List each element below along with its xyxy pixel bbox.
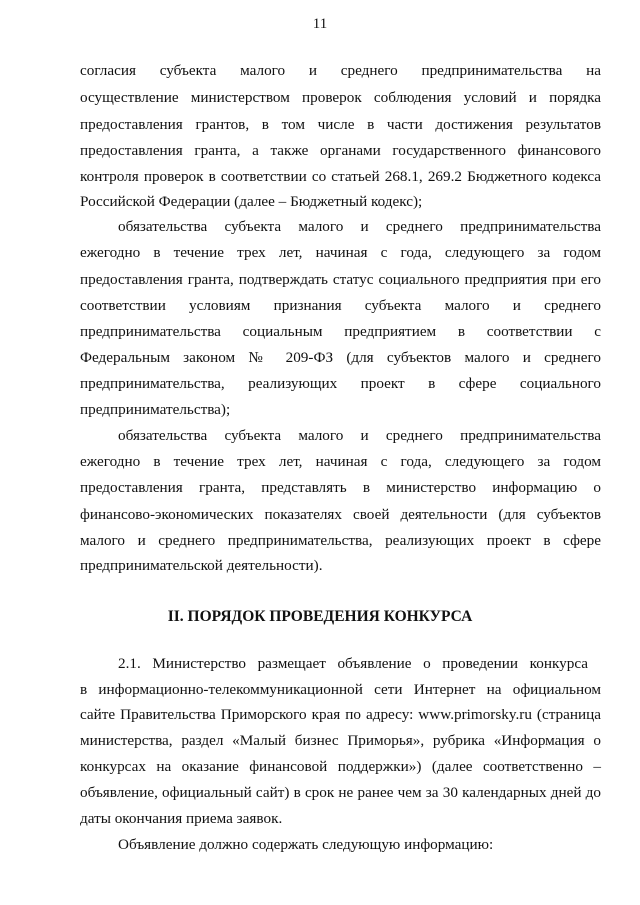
text-line: малого и среднего предпринимательства, реализующих проект в сфере [80,532,601,549]
text-line: предоставления грантов, в том числе в части достижения результатов [80,116,601,133]
text-line: предпринимательства); [80,401,231,418]
text-line: предпринимательской деятельности). [80,557,323,574]
text-line: ежегодно в течение трех лет, начиная с года, следующего за годом [80,453,601,470]
text-line: согласия субъекта малого и среднего предпринимательства на [80,62,601,79]
paragraph-first-line: обязательства субъекта малого и среднего предпринимательства [118,218,601,235]
text-line: предоставления гранта, подтверждать статус социального предприятия при его [80,271,601,288]
paragraph-first-line: 2.1. Министерство размещает объявление о проведении конкурса [118,655,588,672]
text-line: конкурсах на оказание финансовой поддержки») (далее соответственно – [80,758,601,775]
text-line: сайте Правительства Приморского края по адресу: www.primorsky.ru (страница [80,706,601,723]
paragraph-first-line: обязательства субъекта малого и среднего предпринимательства [118,427,601,444]
text-line: даты окончания приема заявок. [80,810,283,827]
text-line: предоставления гранта, а также органами государственного финансового [80,142,601,159]
text-line: министерства, раздел «Малый бизнес Приморья», рубрика «Информация о [80,732,601,749]
text-line: предпринимательства, реализующих проект в сфере социального [80,375,601,392]
text-line: Российской Федерации (далее – Бюджетный кодекс); [80,193,423,210]
paragraph-first-line: Объявление должно содержать следующую информацию: [118,836,494,853]
text-line: Федеральным законом № 209-ФЗ (для субъектов малого и среднего [80,349,601,366]
text-line: в информационно-телекоммуникационной сети Интернет на официальном [80,681,601,698]
text-line: объявление, официальный сайт) в срок не ранее чем за 30 календарных дней до [80,784,601,801]
text-line: ежегодно в течение трех лет, начиная с года, следующего за годом [80,244,601,261]
text-line: финансово-экономических показателях своей деятельности (для субъектов [80,506,601,523]
text-line: соответствии условиям признания субъекта малого и среднего [80,297,601,314]
text-line: предоставления гранта, представлять в министерство информацию о [80,479,601,496]
text-line: контроля проверок в соответствии со статьей 268.1, 269.2 Бюджетного кодекса [80,168,601,185]
text-line: предпринимательства социальным предприятием в соответствии с [80,323,601,340]
text-line: осуществление министерством проверок соблюдения условий и порядка [80,89,601,106]
page-number: 11 [312,16,328,32]
section-heading: II. ПОРЯДОК ПРОВЕДЕНИЯ КОНКУРСА [167,608,473,625]
